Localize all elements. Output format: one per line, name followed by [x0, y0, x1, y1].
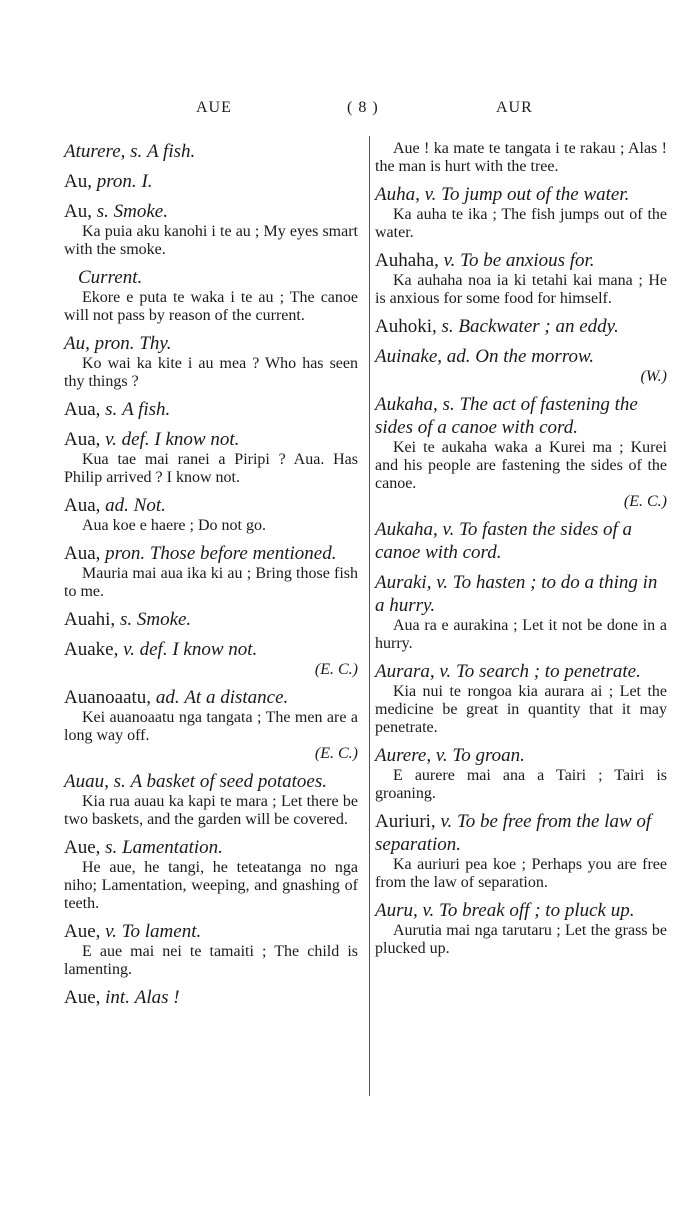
entry-headword-line — [64, 170, 358, 193]
entry-part-of-speech: v. — [443, 250, 456, 271]
header-left-guide-word: AUE — [196, 99, 232, 116]
entry-definition: I know not. — [172, 639, 258, 660]
entry-term: Au, — [64, 201, 92, 222]
entry-term: Auhoki, — [375, 316, 437, 337]
entry-example: Ko wai ka kite i au mea ? Who has seen thy things ? — [64, 355, 358, 390]
page-header — [0, 99, 700, 123]
dictionary-entry — [375, 518, 667, 564]
entry-term: Aue, — [64, 837, 101, 858]
entry-definition: To hasten ; to do a thing in a hurry. — [375, 572, 658, 616]
dictionary-entry — [375, 183, 667, 242]
entry-example: Kia nui te rongoa kia aurara ai ; Let the medicine be great in quantity that it may penetrate. — [375, 683, 667, 736]
entry-example: Ka puia aku kanohi i te au ; My eyes smart with the smoke. — [64, 223, 358, 258]
entry-definition: A basket of seed potatoes. — [130, 771, 327, 792]
entry-headword-line — [375, 899, 667, 922]
entry-term: Auau, — [64, 771, 109, 792]
entry-term: Auake, — [64, 639, 119, 660]
entry-subsense: Current. — [78, 267, 143, 288]
entry-example: He aue, he tangi, he teteatanga no nga niho; Lamentation, weeping, and gnashing of teeth. — [64, 859, 358, 912]
entry-example: Ekore e puta te waka i te au ; The canoe will not pass by reason of the current. — [64, 289, 358, 324]
dictionary-entry — [64, 332, 358, 391]
entry-definition: Lamentation. — [122, 837, 223, 858]
entry-example: Aue ! ka mate te tangata i te rakau ; Alas ! the man is hurt with the tree. — [375, 140, 667, 175]
dictionary-entry — [375, 810, 667, 892]
dictionary-entry — [375, 393, 667, 511]
entry-part-of-speech: v. — [440, 811, 453, 832]
left-column — [64, 140, 358, 1016]
entry-part-of-speech: v. def. — [123, 639, 168, 660]
entry-example: Aua ra e aurakina ; Let it not be done in a hurry. — [375, 617, 667, 652]
entry-headword-line — [375, 345, 667, 368]
entry-example: Ka auhaha noa ia ki tetahi kai mana ; He is anxious for some food for himself. — [375, 272, 667, 307]
entry-definition: I. — [141, 171, 153, 192]
entry-definition: To be free from the law of separation. — [375, 811, 652, 855]
dictionary-entry — [64, 200, 358, 259]
entry-part-of-speech: s. — [130, 141, 143, 162]
entry-example: E aue mai nei te tamaiti ; The child is lamenting. — [64, 943, 358, 978]
entry-part-of-speech: v. — [105, 921, 117, 942]
dictionary-entry — [375, 140, 667, 176]
entry-definition: To jump out of the water. — [441, 184, 630, 205]
entry-term: Auahi, — [64, 609, 116, 630]
entry-term: Aukaha, — [375, 519, 438, 540]
entry-term: Aue, — [64, 987, 101, 1008]
dictionary-entry — [64, 770, 358, 829]
entry-term: Au, — [64, 171, 92, 192]
dictionary-entry — [64, 494, 358, 535]
entry-definition: Smoke. — [136, 609, 192, 630]
entry-definition: I know not. — [154, 429, 240, 450]
entry-part-of-speech: s. — [105, 399, 118, 420]
entry-term: Auanoaatu, — [64, 687, 152, 708]
entry-headword-line — [375, 744, 667, 767]
entry-part-of-speech: pron. — [105, 543, 146, 564]
dictionary-entry — [375, 249, 667, 308]
entry-term: Aurere, — [375, 745, 432, 766]
entry-part-of-speech: int. — [105, 987, 130, 1008]
entry-headword-line — [375, 183, 667, 206]
entry-headword-line — [375, 810, 667, 856]
entry-definition: Thy. — [139, 333, 172, 354]
entry-headword-line — [375, 393, 667, 439]
entry-example: E aurere mai ana a Tairi ; Tairi is groaning. — [375, 767, 667, 802]
header-right-guide-word: AUR — [496, 99, 533, 116]
right-column — [375, 140, 667, 965]
entry-headword-line — [64, 986, 358, 1009]
dictionary-entry — [375, 744, 667, 803]
dictionary-entry — [64, 920, 358, 979]
entry-headword-line — [375, 315, 667, 338]
entry-example: Mauria mai aua ika ki au ; Bring those fish to me. — [64, 565, 358, 600]
entry-term: Aua, — [64, 399, 101, 420]
entry-headword-line — [64, 920, 358, 943]
entry-headword-line — [64, 200, 358, 223]
entry-example: Kia rua auau ka kapi te mara ; Let there be two baskets, and the garden will be covered. — [64, 793, 358, 828]
entry-definition: To break off ; to pluck up. — [439, 900, 635, 921]
entry-headword-line — [64, 494, 358, 517]
dictionary-entry — [375, 315, 667, 338]
entry-source: (E. C.) — [314, 661, 358, 678]
entry-part-of-speech: s. — [442, 394, 455, 415]
entry-part-of-speech: s. — [113, 771, 126, 792]
entry-part-of-speech: s. — [119, 609, 133, 630]
entry-part-of-speech: pron. — [94, 333, 135, 354]
entry-term: Aturere, — [64, 141, 126, 162]
entry-headword-line — [375, 518, 667, 564]
entry-part-of-speech: v. — [435, 745, 448, 766]
entry-term: Aua, — [64, 495, 101, 516]
entry-example: Ka auha te ika ; The fish jumps out of the water. — [375, 206, 667, 241]
dictionary-entry — [64, 398, 358, 421]
entry-headword-line — [64, 140, 358, 163]
entry-definition: To fasten the sides of a canoe with cord. — [375, 519, 633, 563]
entry-example: Aua koe e haere ; Do not go. — [82, 517, 266, 534]
entry-definition: Not. — [133, 495, 166, 516]
dictionary-entry — [64, 608, 358, 631]
entry-headword-line — [375, 249, 667, 272]
entry-part-of-speech: v. — [422, 900, 435, 921]
entry-part-of-speech: s. — [96, 201, 109, 222]
entry-definition: A fish. — [122, 399, 171, 420]
entry-term: Auinake, — [375, 346, 443, 367]
column-divider — [369, 136, 370, 1096]
entry-term: Auru, — [375, 900, 418, 921]
entry-definition: Backwater ; an eddy. — [458, 316, 619, 337]
entry-headword-line — [375, 571, 667, 617]
dictionary-entry — [64, 836, 358, 913]
dictionary-entry — [64, 428, 358, 487]
entry-term: Auriuri, — [375, 811, 436, 832]
entry-part-of-speech: v. — [442, 519, 455, 540]
entry-example: Kei auanoaatu nga tangata ; The men are a long way off. — [64, 709, 358, 744]
entry-headword-line — [64, 542, 358, 565]
dictionary-entry — [64, 986, 358, 1009]
dictionary-entry — [375, 899, 667, 958]
entry-term: Aue, — [64, 921, 101, 942]
entry-definition: At a distance. — [184, 687, 289, 708]
entry-part-of-speech: v. — [436, 572, 448, 593]
dictionary-entry — [64, 140, 358, 163]
entry-part-of-speech: ad. — [155, 687, 180, 708]
entry-headword-line — [64, 638, 358, 661]
dictionary-entry — [64, 638, 358, 679]
entry-definition: Alas ! — [134, 987, 180, 1008]
entry-term: Aurara, — [375, 661, 435, 682]
entry-headword-line — [64, 686, 358, 709]
entry-part-of-speech: ad. — [446, 346, 471, 367]
entry-definition: Smoke. — [113, 201, 168, 222]
entry-definition: The act of fastening the sides of a canoe with cord. — [375, 394, 638, 438]
entry-definition: To groan. — [452, 745, 525, 766]
page-number: ( 8 ) — [347, 99, 379, 116]
entry-term: Aukaha, — [375, 394, 438, 415]
entry-term: Au, — [64, 333, 90, 354]
entry-part-of-speech: v. — [424, 184, 437, 205]
entry-part-of-speech: ad. — [105, 495, 129, 516]
entry-headword-line — [64, 428, 358, 451]
entry-part-of-speech: s. — [105, 837, 118, 858]
dictionary-entry — [375, 571, 667, 653]
entry-example: Aurutia mai nga tarutaru ; Let the grass be plucked up. — [375, 922, 667, 957]
entry-definition: To lament. — [121, 921, 202, 942]
entry-term: Aua, — [64, 429, 101, 450]
dictionary-entry — [375, 345, 667, 386]
entry-term: Aua, — [64, 543, 101, 564]
entry-definition: On the morrow. — [475, 346, 595, 367]
entry-term: Auhaha, — [375, 250, 439, 271]
entry-part-of-speech: v. def. — [105, 429, 150, 450]
entry-example: Kua tae mai ranei a Piripi ? Aua. Has Philip arrived ? I know not. — [64, 451, 358, 486]
entry-term: Auha, — [375, 184, 420, 205]
entry-example: Kei te aukaha waka a Kurei ma ; Kurei and his people are fastening the sides of the canoe. — [375, 439, 667, 492]
entry-headword-line — [64, 836, 358, 859]
entry-definition: A fish. — [147, 141, 196, 162]
entry-headword-line — [64, 332, 358, 355]
entry-headword-line — [375, 660, 667, 683]
entry-source: (W.) — [640, 368, 667, 385]
entry-headword-line — [64, 608, 358, 631]
entry-headword-line — [64, 398, 358, 421]
entry-part-of-speech: pron. — [96, 171, 137, 192]
dictionary-entry — [64, 542, 358, 601]
entry-source: (E. C.) — [314, 745, 358, 762]
entry-headword-line — [64, 770, 358, 793]
entry-definition: To be anxious for. — [460, 250, 595, 271]
entry-example: Ka auriuri pea koe ; Perhaps you are free from the law of separation. — [375, 856, 667, 891]
entry-definition: Those before mentioned. — [149, 543, 337, 564]
dictionary-entry — [64, 686, 358, 763]
entry-part-of-speech: v. — [439, 661, 452, 682]
entry-definition: To search ; to penetrate. — [455, 661, 641, 682]
dictionary-entry — [64, 170, 358, 193]
entry-part-of-speech: s. — [441, 316, 454, 337]
entry-term: Auraki, — [375, 572, 432, 593]
dictionary-entry — [375, 660, 667, 737]
dictionary-entry — [64, 266, 358, 325]
entry-source: (E. C.) — [623, 493, 667, 510]
